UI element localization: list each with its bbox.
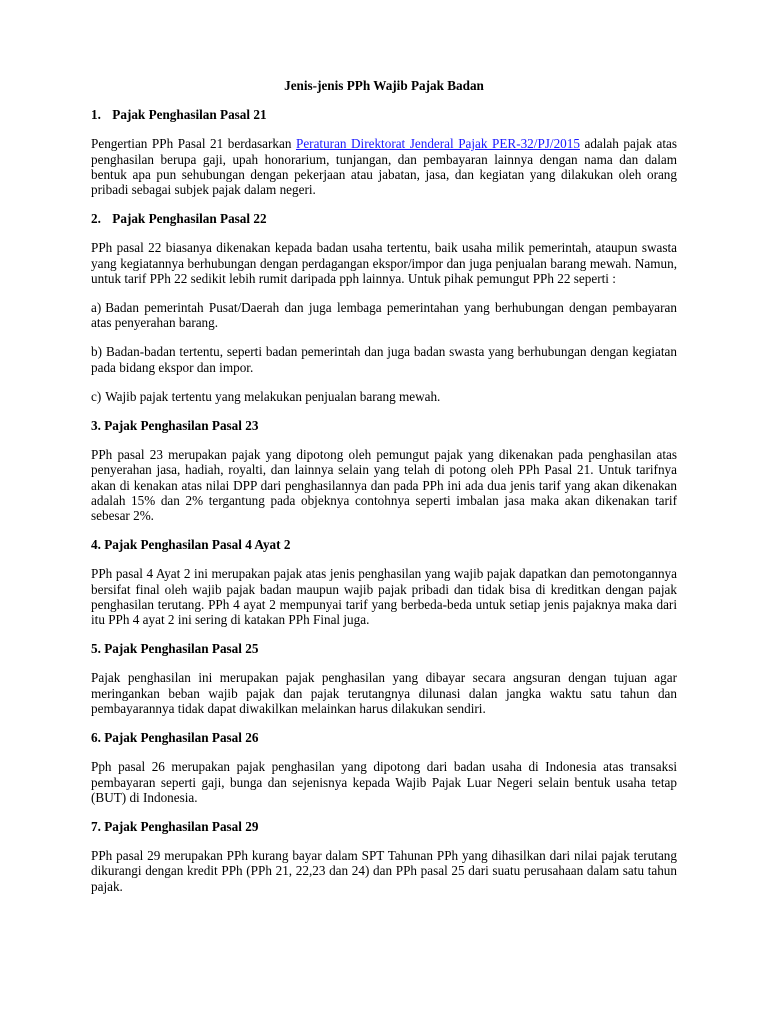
list-item-text: Badan pemerintah Pusat/Daerah dan juga lembaga pemerintahan yang berhubungan dengan pembayaran atas penyerahan barang. xyxy=(91,300,677,331)
section-paragraph-pasal-4-ayat-2: PPh pasal 4 Ayat 2 ini merupakan pajak atas jenis penghasilan yang wajib pajak dapatkan dan pemotongannya bersifat final oleh wajib pajak badan maupun wajib pajak pribadi dan tidak bisa di kreditkan dengan pajak penghasilan terutang. PPh 4 ayat 2 mempunyai tarif yang berbeda-beda untuk setiap jenis pajaknya maka dari itu PPh 4 ayat 2 ini sering di katakan PPh Final juga. xyxy=(91,566,677,628)
paragraph-text: Pengertian PPh Pasal 21 berdasarkan xyxy=(91,136,296,152)
section-number: 2. xyxy=(91,211,101,227)
section-heading-pasal-23: 3. Pajak Penghasilan Pasal 23 xyxy=(91,418,259,434)
section-paragraph-pasal-29: PPh pasal 29 merupakan PPh kurang bayar dalam SPT Tahunan PPh yang dihasilkan dari nilai pajak terutang dikurangi dengan kredit PPh (PPh 21, 22,23 dan 24) dan PPh pasal 25 dari suatu perusahaan dalam satu tahun pajak. xyxy=(91,848,677,894)
section-heading-pasal-26: 6. Pajak Penghasilan Pasal 26 xyxy=(91,730,259,746)
document-title: Jenis-jenis PPh Wajib Pajak Badan xyxy=(284,78,484,93)
list-item-label: b) xyxy=(91,344,102,360)
list-item-b xyxy=(91,344,677,374)
list-item-label: a) xyxy=(91,300,102,316)
section-heading-pasal-4-ayat-2: 4. Pajak Penghasilan Pasal 4 Ayat 2 xyxy=(91,537,291,553)
section-heading-text: Pajak Penghasilan Pasal 21 xyxy=(112,107,267,123)
section-paragraph-pasal-23: PPh pasal 23 merupakan pajak yang dipotong oleh pemungut pajak yang dikenakan pada penghasilan atas penyerahan jasa, hadiah, royalti, dan lainnya selain yang telah di potong oleh PPh Pasal 21. Untuk tarifnya akan di kenakan atas nilai DPP dari penghasilannya dan pada PPh ini ada dua jenis tarif yang akan dikenakan adalah 15% dan 2% tergantung pada objeknya contohnya seperti imbalan jasa maka akan dikenakan tarif sebesar 2%. xyxy=(91,447,677,524)
paragraph-text: adalah pajak atas penghasilan berupa gaji, upah honorarium, tunjangan, dan pembayaran lainnya dengan nama dan dalam bentuk apa pun sehubungan dengan pekerjaan atau jabatan, jasa, dan kegiatan yang dilakukan oleh orang pribadi sebagai subjek pajak dalam negeri. xyxy=(91,136,677,198)
document-page xyxy=(91,78,677,908)
section-number: 1. xyxy=(91,107,101,123)
section-paragraph-pasal-25: Pajak penghasilan ini merupakan pajak penghasilan yang dibayar secara angsuran dengan tujuan agar meringankan beban wajib pajak dan pajak terutangnya dilunasi dalan jangka waktu satu tahun dan pembayarannya tidak dapat diwakilkan melainkan harus dilakukan sendiri. xyxy=(91,670,677,716)
list-item-text: Badan-badan tertentu, seperti badan pemerintah dan juga badan swasta yang berhubungan dengan kegiatan pada bidang ekspor dan impor. xyxy=(91,344,677,375)
section-paragraph-pasal-22: PPh pasal 22 biasanya dikenakan kepada badan usaha tertentu, baik usaha milik pemerintah, ataupun swasta yang kegiatannya berhubungan dengan perdagangan ekspor/impor dan juga penjualan barang mewah. Namun, untuk tarif PPh 22 sedikit lebih rumit daripada pph lainnya. Untuk pihak pemungut PPh 22 seperti : xyxy=(91,240,677,286)
section-heading-pasal-25: 5. Pajak Penghasilan Pasal 25 xyxy=(91,641,259,657)
section-heading-pasal-29: 7. Pajak Penghasilan Pasal 29 xyxy=(91,818,259,834)
section-heading-pasal-21 xyxy=(91,107,677,122)
section-paragraph-pasal-26: Pph pasal 26 merupakan pajak penghasilan yang dipotong dari badan usaha di Indonesia atas transaksi pembayaran seperti gaji, bunga dan sejenisnya kepada Wajib Pajak Luar Negeri selain bentuk usaha tetap (BUT) di Indonesia. xyxy=(91,759,677,805)
list-item-c xyxy=(91,389,677,404)
section-heading-text: Pajak Penghasilan Pasal 22 xyxy=(112,211,267,227)
list-item-text: Wajib pajak tertentu yang melakukan penjualan barang mewah. xyxy=(105,388,441,404)
section-paragraph-pasal-21 xyxy=(91,136,677,197)
list-item-label: c) xyxy=(91,388,102,404)
section-heading-pasal-22 xyxy=(91,211,677,226)
list-item-a xyxy=(91,300,677,330)
regulation-link[interactable]: Peraturan Direktorat Jenderal Pajak PER-32/PJ/2015 xyxy=(295,136,580,152)
